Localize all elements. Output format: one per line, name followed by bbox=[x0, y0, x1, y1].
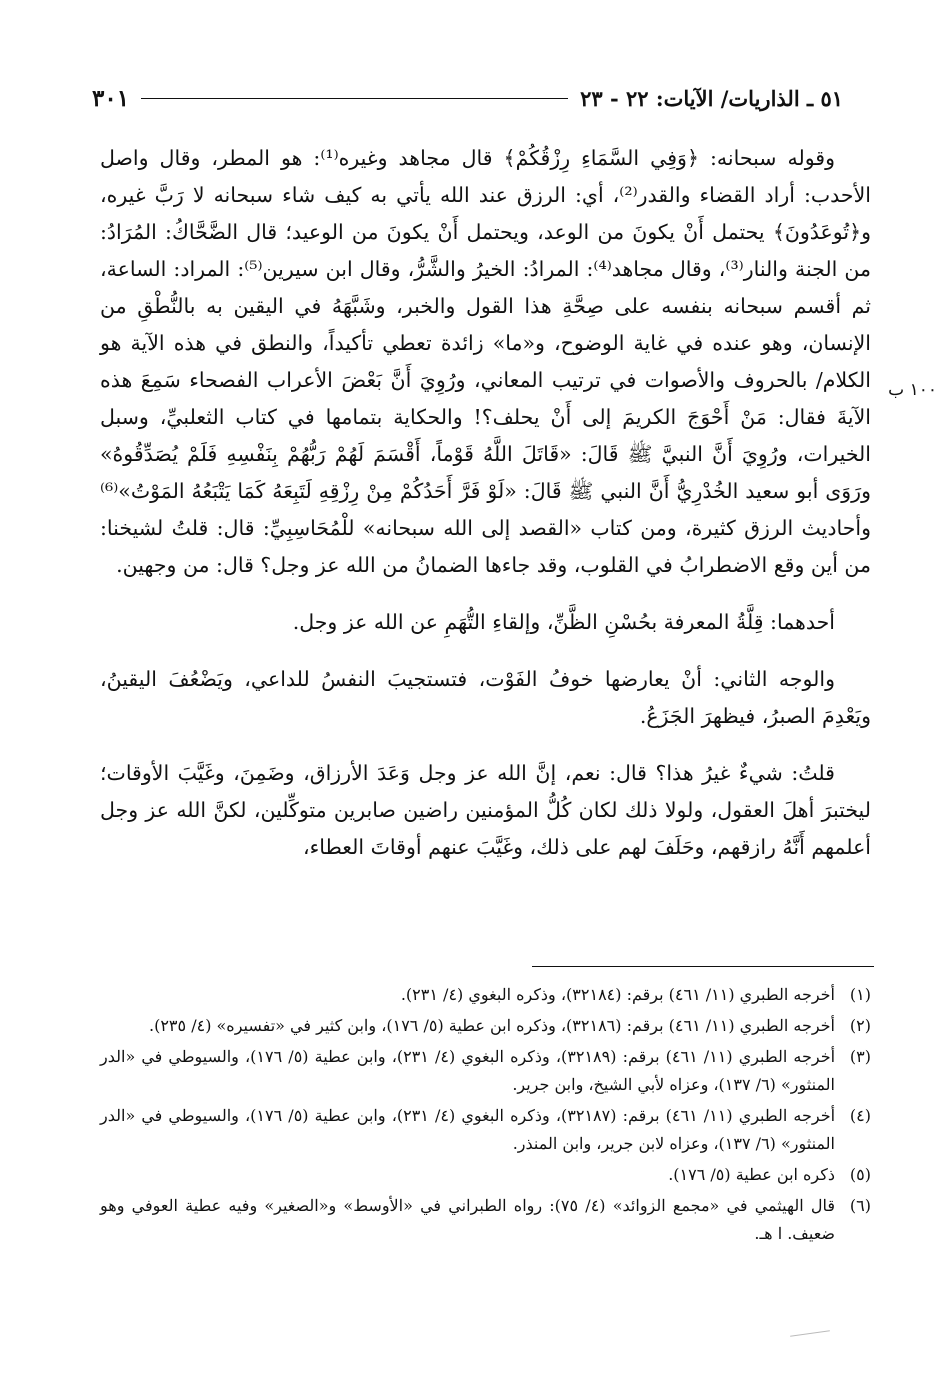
footnote-separator bbox=[532, 966, 874, 967]
footnote-text: أخرجه الطبري (١١/ ٤٦١) برقم: (٣٢١٨٧)، وذكره البغوي (٤/ ٢٣١)، وابن عطية (٥/ ١٧٦)، والسيوطي في «الدر المنثور» (٦/ ١٣٧)، وعزاه لابن جرير، وابن المنذر. bbox=[100, 1106, 836, 1153]
running-title: ٥١ ـ الذاريات/ الآيات: ٢٢ - ٢٣ bbox=[580, 85, 843, 111]
paragraph-2: أحدهما: قِلَّةُ المعرفة بحُسْنِ الظَّنِّ، وإلقاءِ التُّهَمِ عن الله عز وجل. bbox=[292, 610, 835, 634]
paragraph-1: وقوله سبحانه: ﴿وَفِي السَّمَاءِ رِزْقُكُمْ﴾ قال مجاهد وغيره⁽¹⁾: هو المطر، وقال واصل الأحدب: أراد القضاء والقدر⁽²⁾، أي: الرزق عند الله يأتي به كيف شاء سبحانه لا رَبَّ غيره، و﴿تُوعَدُونَ﴾ يحتمل أَنْ يكونَ من الوعد، ويحتمل أَنْ يكونَ من الوعيد؛ قال الضَّحَّاكُ: المُرَادُ: من الجنة والنار⁽³⁾، وقال مجاهد⁽⁴⁾: المرادُ: الخيرُ والشَّرُّ، وقال ابن سيرين⁽⁵⁾: المراد: الساعة، ثم أقسم سبحانه بنفسه على صِحَّةِ هذا القول والخبر، وشَبَّهَهُ في اليقين به بالنُّطْقِ من الإنسان، وهو عنده في غاية الوضوح، و«ما» زائدة تعطي تأكيداً، والنطق في هذه الآية هو الكلام/ بالحروف والأصوات في ترتيب المعاني، ورُوِيَ أَنَّ بَعْضَ الأعراب الفصحاء سَمِعَ هذه الآيةَ فقال: مَنْ أَحْوَجَ الكريمَ إلى أَنْ يحلف؟! والحكاية بتمامها في كتاب الثعلبيِّ، وسبل الخيرات، ورُوِيَ أَنَّ النبيَّ ﷺ قَالَ: «قَاتَلَ اللَّهُ قَوْماً، أَقْسَمَ لَهُمْ رَبُّهُمْ بِنَفْسِهِ فَلَمْ يُصَدِّقُوهُ» ورَوَى أبو سعيد الخُدْرِيُّ أَنَّ النبي ﷺ قَالَ: «لَوْ فَرَّ أَحَدُكُمْ مِنْ رِزْقِهِ لَتَبِعَهُ كَمَا يَتْبَعُهُ المَوْتُ»⁽⁶⁾ وأحاديث الرزق كثيرة، ومن كتاب «القصد إلى الله سبحانه» للْمُحَاسِبِيِّ: قال: قلتُ لشيخنا: من أين وقع الاضطرابُ في القلوب، وقد جاءها الضمانُ من الله عز وجل؟ قال: من وجهين. bbox=[100, 146, 871, 577]
footnote-text: ذكره ابن عطية (٥/ ١٧٦). bbox=[668, 1165, 835, 1184]
footnotes bbox=[100, 981, 871, 1251]
header-rule bbox=[141, 98, 568, 99]
paragraph-4: قلتُ: شيءٌ غيرُ هذا؟ قال: نعم، إنَّ الله عز وجل وَعَدَ الأرزاق، وضَمِنَ، وغَيَّبَ الأوقات؛ ليختبرَ أهلَ العقول، ولولا ذلك لكان كُلُّ المؤمنين راضين صابرين متوكِّلين، لكنَّ الله عز وجل أعلمهم أَنَّهُ رازقهم، وحَلَفَ لهم على ذلك، وغَيَّبَ عنهم أوقاتَ العطاء، bbox=[100, 761, 871, 859]
footnote bbox=[100, 1102, 871, 1158]
main-text bbox=[100, 140, 871, 866]
footnote bbox=[100, 1161, 871, 1189]
footnote-number: (٥) bbox=[849, 1165, 871, 1184]
footnote-number: (١) bbox=[849, 985, 871, 1004]
footnote bbox=[100, 1043, 871, 1099]
footnote-number: (٤) bbox=[849, 1106, 871, 1125]
footnote-text: أخرجه الطبري (١١/ ٤٦١) برقم: (٣٢١٨٦)، وذكره ابن عطية (٥/ ١٧٦)، وابن كثير في «تفسيره» (٤/ ٢٣٥). bbox=[149, 1016, 835, 1035]
footnote bbox=[100, 981, 871, 1009]
page-header bbox=[92, 80, 843, 116]
footnote bbox=[100, 1012, 871, 1040]
footnote-number: (٢) bbox=[849, 1016, 871, 1035]
footnote-number: (٦) bbox=[849, 1196, 871, 1215]
paragraph-3: والوجه الثاني: أنْ يعارضها خوفُ الفَوْت، فتستجيبَ النفسُ للداعي، ويَضْعُفَ اليقينُ، ويَعْدِمَ الصبرُ، فيظهرَ الجَزَعُ. bbox=[100, 667, 871, 728]
margin-folio-note: ١٠٠ ب bbox=[888, 380, 937, 400]
footnote-text: أخرجه الطبري (١١/ ٤٦١) برقم: (٣٢١٨٤)، وذكره البغوي (٤/ ٢٣١). bbox=[400, 985, 835, 1004]
page-number: ٣٠١ bbox=[92, 84, 130, 112]
footnote-number: (٣) bbox=[849, 1047, 871, 1066]
footnote bbox=[100, 1192, 871, 1248]
scan-mark bbox=[790, 1330, 830, 1337]
footnote-text: أخرجه الطبري (١١/ ٤٦١) برقم: (٣٢١٨٩)، وذكره البغوي (٤/ ٢٣١)، وابن عطية (٥/ ١٧٦)، والسيوطي في «الدر المنثور» (٦/ ١٣٧)، وعزاه لأبي الشيخ، وابن جرير. bbox=[100, 1047, 836, 1094]
footnote-text: قال الهيثمي في «مجمع الزوائد» (٤/ ٧٥): رواه الطبراني في «الأوسط» و«الصغير» وفيه عطية العوفي وهو ضعيف. ا هـ. bbox=[100, 1196, 835, 1243]
